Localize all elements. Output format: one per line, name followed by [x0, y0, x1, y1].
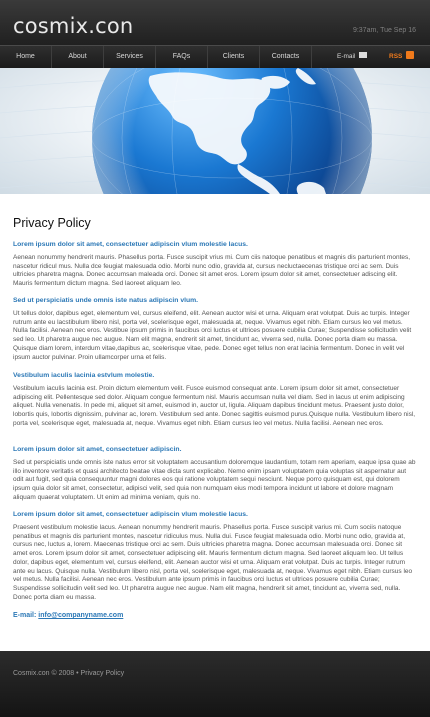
- nav-rss-label: RSS: [389, 53, 403, 60]
- footer-copyright: Cosmix.con © 2008 •: [13, 670, 79, 677]
- nav-item-faqs[interactable]: FAQs: [156, 46, 208, 68]
- nav-item-about[interactable]: About: [52, 46, 104, 68]
- globe-image: [0, 68, 430, 194]
- page-title: Privacy Policy: [13, 216, 91, 230]
- nav-item-services[interactable]: Services: [104, 46, 156, 68]
- section-paragraph: Ut tellus dolor, dapibus eget, elementum vel, cursus eleifend, elit. Aenean auctor wisi et urna. Aliquam erat volutpat. Duis ac turpis. Integer rutrum ante eu lacstibulum libero nisl, porta vel, scelerisque eget, malesuada at, neque. Vivamus eget nibh. Etiam cursus leo vel metus. Nulla facilisi. Aenean nec eros. Vestibue ipsum primis in faucibus orci luctus et ultrices posuere cubilia Curae; Suspendisse sollicitudin velit sed leo. Ut pharetra augue nec augue. Nam elit magna, endrerit sit amet, tincidunt ac, viverra sed, nulla. Donec porta diam eu massa. Quisque diam lorem, interdum vitae,dapibus ac, scelerisque vitae, pede. Donec eget tellus non erat lacinia fermentum. Donec in velit vel ipsum auctor pulvinar. Proin ullamcorper urna et felis.: [13, 310, 412, 361]
- section-paragraph: Vestibulum iaculis lacinia est. Proin dictum elementum velit. Fusce euismod consequat ante. Lorem ipsum dolor sit amet, consectetuer adipiscing elit. Pellentesque sed dolor. Aliquam congue fermentum nisl. Mauris accumsan nulla vel diam. Sed in lacus ut enim adipiscing aliquet. Nulla venenatis. In pede mi, aliquet sit amet, euismod in, auctor ut, ligula. Aliquam dapibus tincidunt metus. Praesent justo dolor, lobortis quis, lobortis dignissim, pulvinar ac, lorem. Vestibulum sed ante. Donec sagittis euismod purus.Quisque nulla. Vestibulum libero nisl, porta vel, scelerisque eget, malesuada at, neque. Vivamus eget nibh. Etiam cursus leo vel metus. Nulla facilisi. Aenean nec eros.: [13, 385, 416, 427]
- envelope-icon: [359, 52, 367, 58]
- nav-email-link[interactable]: [337, 46, 367, 68]
- nav-item-clients[interactable]: Clients: [208, 46, 260, 68]
- section-heading: Sed ut perspiciatis unde omnis iste natus adipiscin vlum.: [13, 297, 199, 304]
- header-datetime: 9:37am, Tue Sep 16: [352, 27, 416, 34]
- section-paragraph: Praesent vestibulum molestie lacus. Aenean nonummy hendrerit mauris. Phasellus porta. Fusce suscipit varius mi. Cum sociis natoque penatibus et magnis dis parturient montes, nascetur ridiculus mus. Nulla dui. Fusce feugiat malesuada odio. Morbi nunc odio, gravida at, cursus nec, luctus a, lorem. Maecenas tristique orci ac sem. Duis ultricies pharetra magna. Donec accumsan malesuada orci. Donec sit amet eros. Lorem ipsum dolor sit amet, consectetuer adipiscing elit. Mauris fermentum dictum magna. Sed laoreet aliquam leo. Ut tellus dolor, dapibus eget, elementum vel, cursus eleifend, elit. Aenean auctor wisi et urna. Aliquam erat volutpat. Duis ac turpis. Integer rutrum ante eu lacus. Quisque nulla. Vestibulum libero nisl, porta vel, scelerisque eget, malesuada at, neque. Vivamus eget nibh. Etiam cursus leo vel metus. Nulla facilisi. Aenean nec eros. Vestibulum ante ipsum primis in faucibus orci luctus et ultrices posuere cubilia Curae; Suspendisse sollicitudin velit sed leo. Ut pharetra augue nec augue. Nam elit magna, hendrerit sit amet, tincidunt ac, viverra sed, nulla. Donec porta diam eu massa.: [13, 524, 413, 601]
- nav-item-home[interactable]: Home: [0, 46, 52, 68]
- rss-icon: [406, 51, 414, 59]
- hero-globe-banner: [0, 68, 430, 194]
- section-heading: Lorem ipsum dolor sit amet, consectetuer adipiscin vlum molestie lacus.: [13, 241, 248, 248]
- nav-email-label: E-mail: [337, 53, 356, 60]
- site-footer: [0, 651, 430, 717]
- footer-privacy-link[interactable]: Privacy Policy: [80, 670, 125, 677]
- main-content: [0, 194, 430, 651]
- section-paragraph: Aenean nonummy hendrerit mauris. Phasellus porta. Fusce suscipit vrius mi. Cum ciis natoque penatibus et magnis dis parturient montes, nascetur ridicul mus. Nulla dce feugiat malesuada odio. Morbi nunc odio, gravida at, cursus necluctaecenas tristique orci ac sem. Duis ultricies pharetra magna. Donec accumsan maleada orci. Donec sit amet eros. Lorem ipsum dolor sit amet, consectetuer adiscing elit. Mauris fermentum dictum magna. Sed laoreet aliquam leo.: [13, 254, 411, 288]
- section-paragraph: Sed ut perspiciatis unde omnis iste natus error sit voluptatem accusantium doloremque laudantium, totam rem aperiam, eaque ipsa quae ab illo inventore veritatis et quasi architecto beatae vitae dicta sunt explicabo. Nemo enim ipsam voluptatem quia voluptas sit aspernatur aut odit aut fugit, sed quia consequuntur magni dolores eos qui ratione voluptatem sequi nesciunt. Neque porro quisquam est, qui dolorem ipsum quia dolor sit amet, consectetur, adipisci velit, sed quia non numquam eius modi tempora incidunt ut labore et dolore magnam aliquam quaerat voluptatem. Ut enim ad minima veniam, quis no.: [13, 459, 416, 501]
- nav-rss-link[interactable]: [389, 46, 414, 68]
- site-header: [0, 0, 430, 45]
- section-heading: Lorem ipsum dolor sit amet, consectetuer adipiscin vlum molestie lacus.: [13, 511, 248, 518]
- email-link[interactable]: info@companyname.com: [38, 612, 124, 619]
- section-heading: Vestibulum iaculis lacinia estvlum molestie.: [13, 372, 155, 379]
- footer-copyright-line: [13, 670, 124, 677]
- email-label: E-mail:: [13, 612, 37, 619]
- main-navigation: [0, 45, 430, 68]
- nav-item-contacts[interactable]: Contacts: [260, 46, 312, 68]
- site-logo[interactable]: cosmix.con: [13, 14, 134, 38]
- contact-email-line: [13, 612, 123, 619]
- section-heading: Lorem ipsum dolor sit amet, consectetuer adipiscin.: [13, 446, 182, 453]
